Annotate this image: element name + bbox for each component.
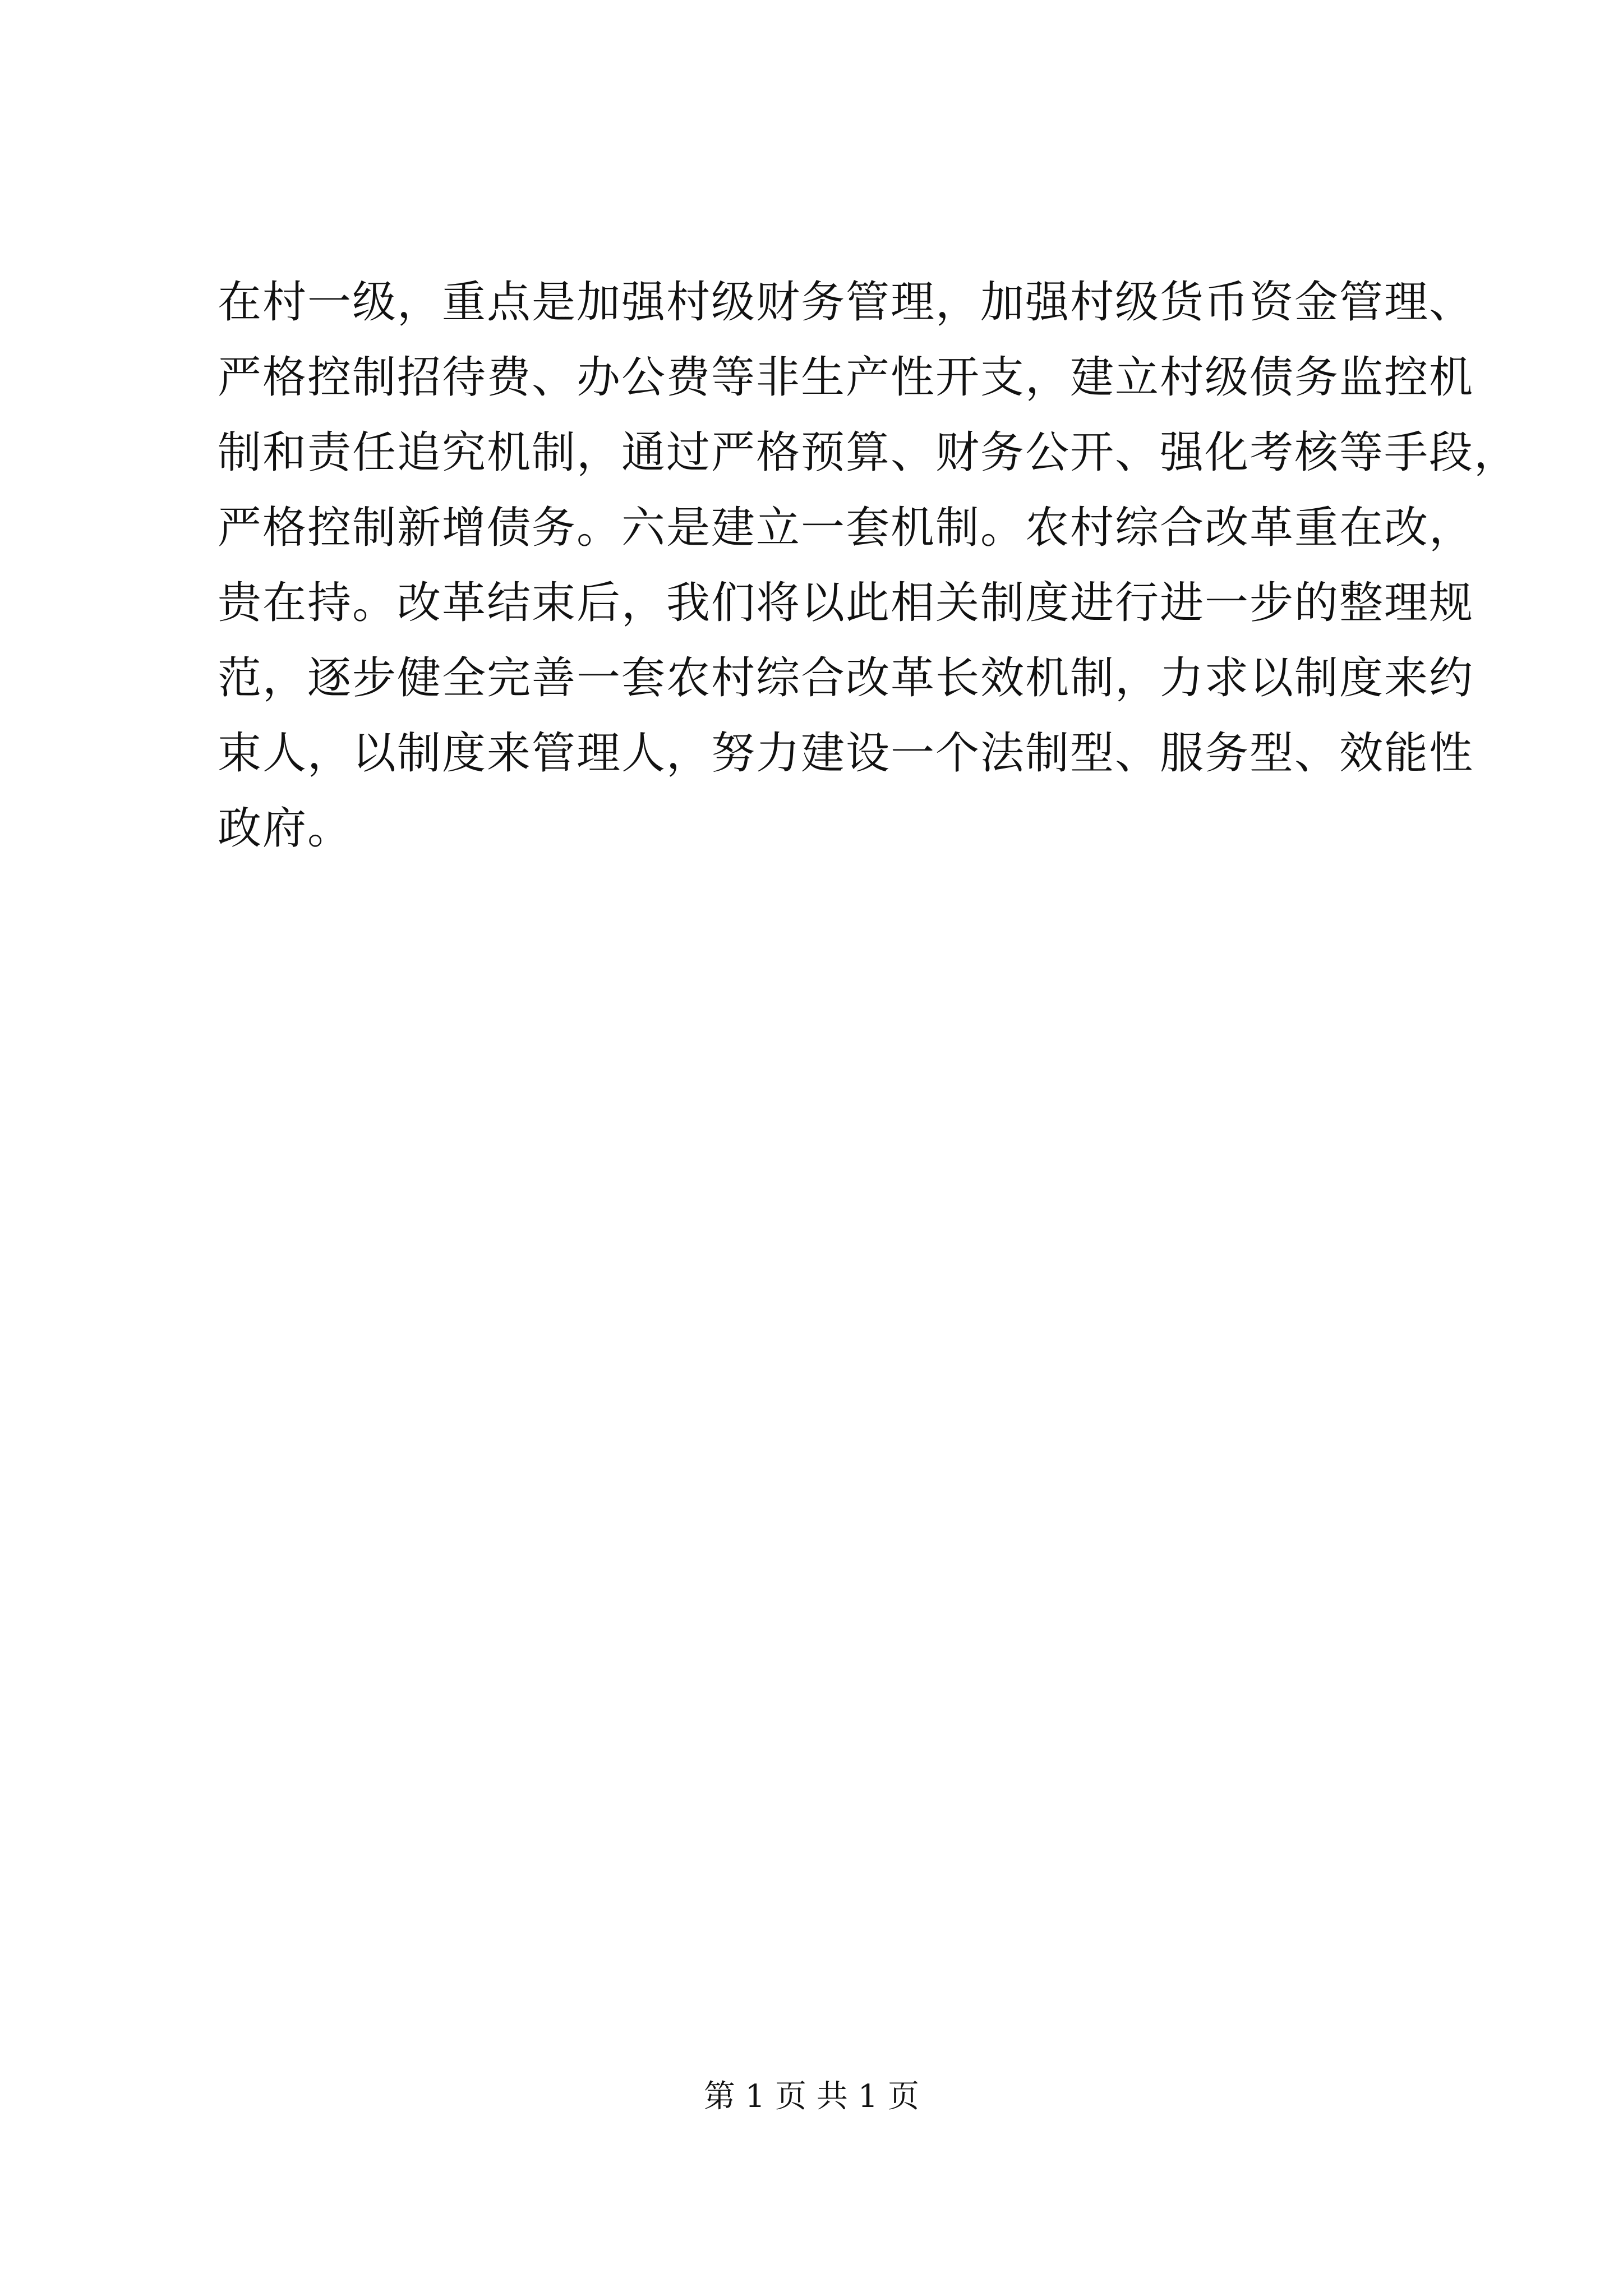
text-line: 严格控制新增债务。六是建立一套机制。农村综合改革重在改， <box>218 503 1474 553</box>
text-line: 制和责任追究机制，通过严格预算、财务公开、强化考核等手段， <box>218 427 1519 478</box>
page-number-footer: 第 1 页 共 1 页 <box>703 2078 920 2115</box>
text-line: 范，逐步健全完善一套农村综合改革长效机制，力求以制度来约 <box>218 653 1474 703</box>
text-line: 政府。 <box>218 803 353 854</box>
text-line: 在村一级，重点是加强村级财务管理，加强村级货币资金管理、 <box>218 277 1474 328</box>
body-paragraph <box>218 265 1519 866</box>
text-line: 严格控制招待费、办公费等非生产性开支，建立村级债务监控机 <box>218 352 1474 403</box>
text-line: 束人，以制度来管理人，努力建设一个法制型、服务型、效能性 <box>218 728 1474 779</box>
text-line: 贵在持。改革结束后，我们将以此相关制度进行进一步的整理规 <box>218 578 1474 628</box>
